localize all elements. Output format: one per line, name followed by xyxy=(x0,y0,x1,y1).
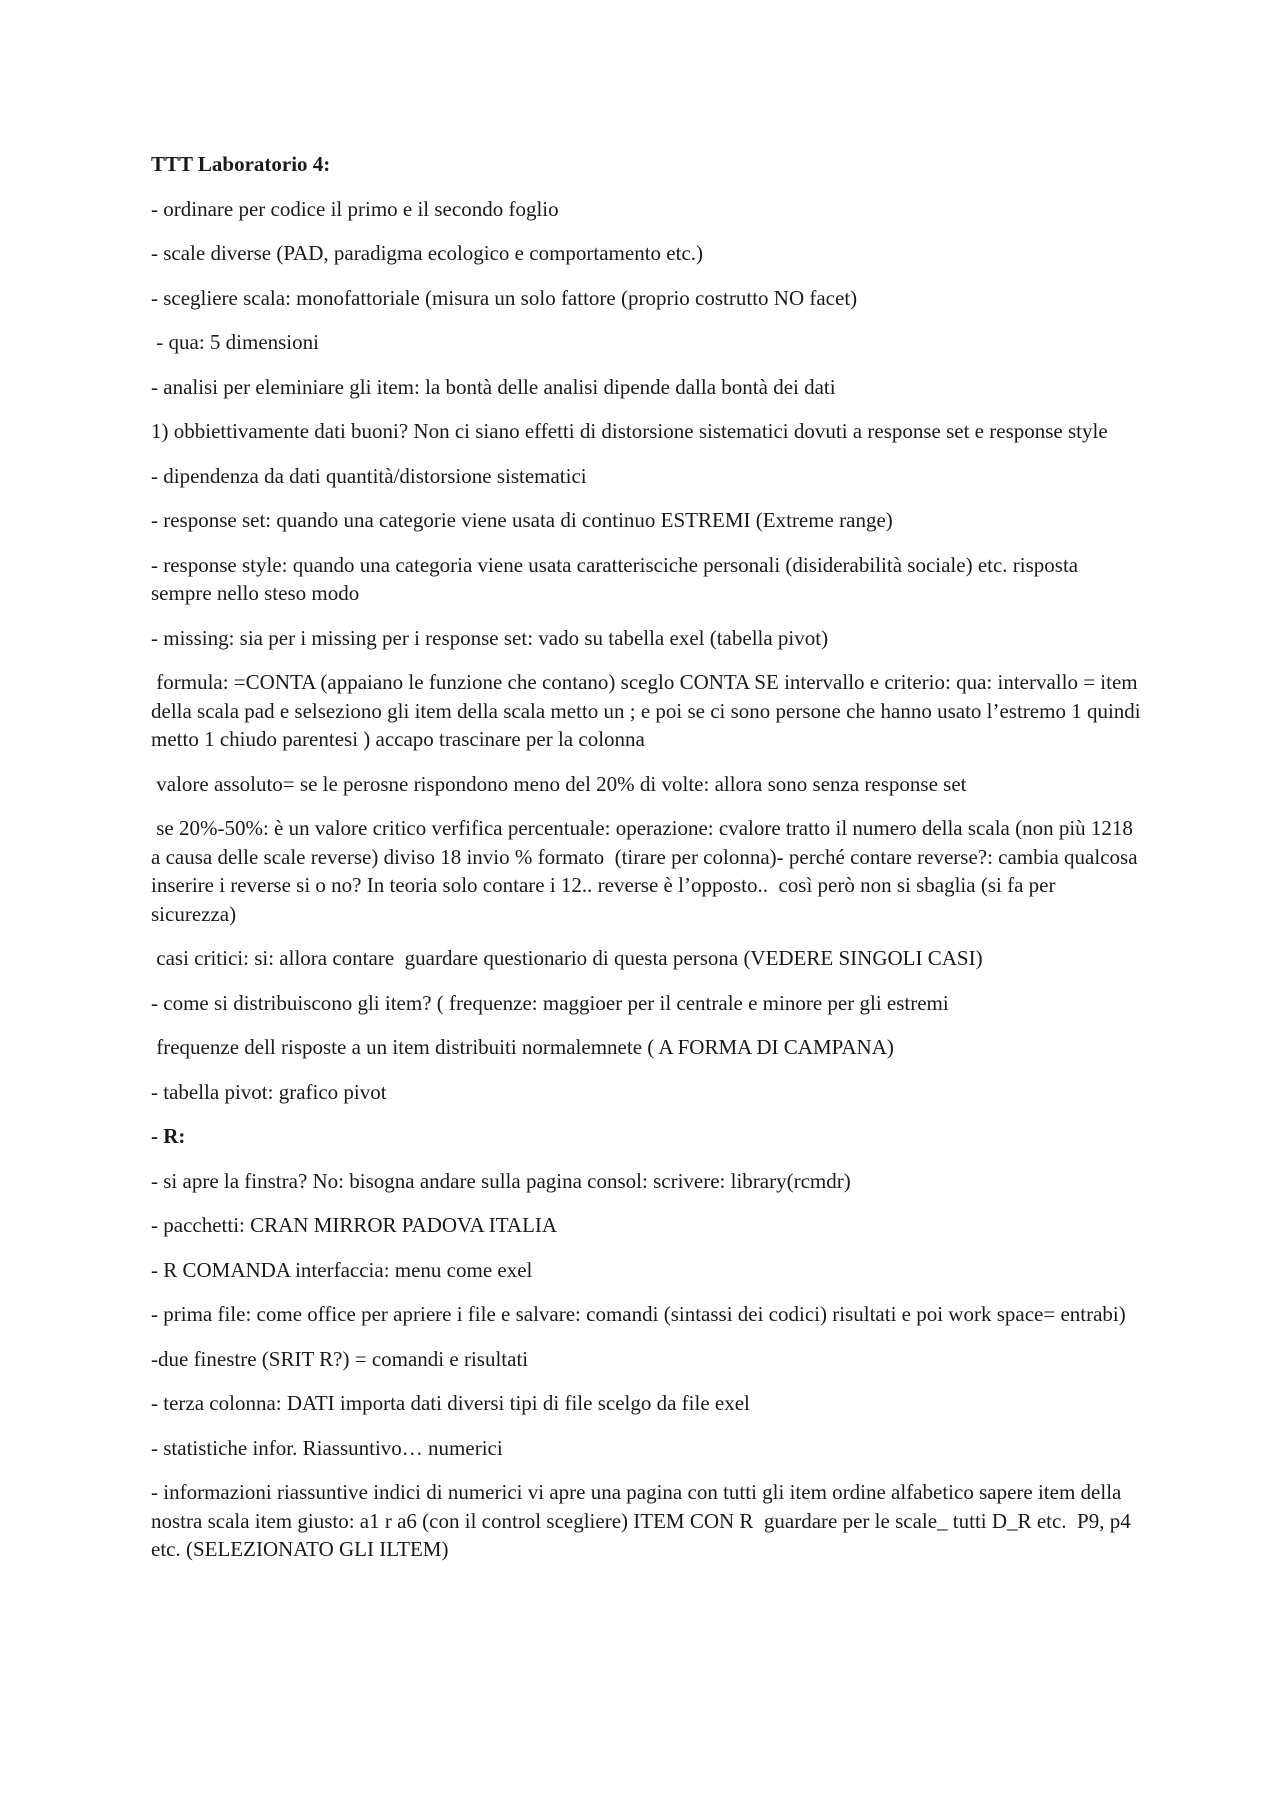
paragraph: - come si distribuiscono gli item? ( frequenze: maggioer per il centrale e minore per gli estremi xyxy=(151,990,949,1015)
paragraph: - response style: quando una categoria viene usata caratterisciche personali (disiderabilità sociale) etc. risposta sempre nello steso modo xyxy=(151,552,1084,605)
paragraph: - prima file: come office per apriere i file e salvare: comandi (sintassi dei codici) risultati e poi work space= entrabi) xyxy=(151,1302,1126,1326)
paragraph: - si apre la finstra? No: bisogna andare sulla pagina consol: scrivere: library(rcmdr) xyxy=(151,1168,851,1193)
paragraph: frequenze dell risposte a un item distribuiti normalemnete ( A FORMA DI CAMPANA) xyxy=(151,1035,894,1059)
paragraph: - analisi per eleminiare gli item: la bontà delle analisi dipende dalla bontà dei dati xyxy=(151,374,836,399)
paragraph: - missing: sia per i missing per i response set: vado su tabella exel (tabella pivot) xyxy=(151,625,829,650)
paragraph: - R COMANDA interfaccia: menu come exel xyxy=(151,1257,533,1282)
paragraph: - ordinare per codice il primo e il secondo foglio xyxy=(151,196,559,221)
paragraph: - tabella pivot: grafico pivot xyxy=(151,1079,387,1104)
paragraph: formula: =CONTA (appaiano le funzione che contano) sceglo CONTA SE intervallo e criterio: qua: intervallo = item della scala pad e selseziono gli item della scala metto un ; e poi se ci sono persone che hanno usato l’estremo 1 quindi metto 1 chiudo parentesi ) accapo trascinare per la colonna xyxy=(151,670,1146,751)
paragraph: - qua: 5 dimensioni xyxy=(151,330,319,354)
paragraph: 1) obbiettivamente dati buoni? Non ci siano effetti di distorsione sistematici dovuti a response set e response style xyxy=(151,419,1108,443)
paragraph: - informazioni riassuntive indici di numerici vi apre una pagina con tutti gli item ordine alfabetico sapere item della nostra scala item giusto: a1 r a6 (con il control scegliere) ITEM CON R guardare per le scale_ tutti D_R etc. P9, p4 etc. (SELEZIONATO GLI ILTEM) xyxy=(151,1480,1136,1561)
document-title: TTT Laboratorio 4: xyxy=(151,152,331,176)
paragraph: - dipendenza da dati quantità/distorsione sistematici xyxy=(151,463,587,488)
paragraph: - terza colonna: DATI importa dati diversi tipi di file scelgo da file exel xyxy=(151,1391,750,1415)
paragraph: - scegliere scala: monofattoriale (misura un solo fattore (proprio costrutto NO facet) xyxy=(151,285,858,310)
paragraph: casi critici: si: allora contare guardare questionario di questa persona (VEDERE SINGOLI CASI) xyxy=(151,946,983,970)
paragraph: - pacchetti: CRAN MIRROR PADOVA ITALIA xyxy=(151,1213,558,1237)
document-page xyxy=(151,150,1146,1580)
paragraph: se 20%-50%: è un valore critico verfifica percentuale: operazione: cvalore tratto il numero della scala (non più 1218 a causa delle scale reverse) diviso 18 invio % formato (tirare per colonna)- perché contare reverse?: cambia qualcosa inserire i reverse si o no? In teoria solo contare i 12.. reverse è l’opposto.. così però non si sbaglia (si fa per sicurezza) xyxy=(151,816,1143,926)
paragraph: -due finestre (SRIT R?) = comandi e risultati xyxy=(151,1346,529,1371)
paragraph: - scale diverse (PAD, paradigma ecologico e comportamento etc.) xyxy=(151,241,704,265)
section-heading-r: - R: xyxy=(151,1124,186,1148)
paragraph: - response set: quando una categorie viene usata di continuo ESTREMI (Extreme range) xyxy=(151,508,893,532)
paragraph: - statistiche infor. Riassuntivo… numerici xyxy=(151,1435,503,1460)
paragraph: valore assoluto= se le perosne rispondono meno del 20% di volte: allora sono senza response set xyxy=(151,771,967,796)
